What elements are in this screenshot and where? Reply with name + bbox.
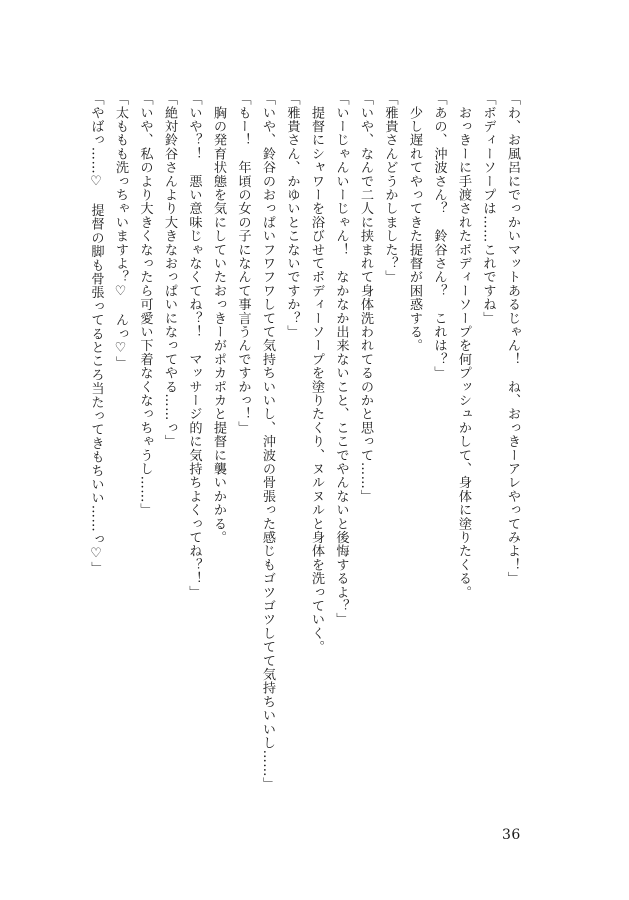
text-line: 「もー！ 年頃の女の子になんて事言うんですかっ！」: [235, 92, 251, 435]
text-line: 「やばっ……♡ 提督の脚も骨張ってるところ当たってきもちいい……っ♡」: [88, 92, 104, 576]
text-line: 「あの、沖波さん？ 鈴谷さん？ これは？」: [431, 92, 447, 380]
text-line: 「いや？！ 悪い意味じゃなくてね？！ マッサージ的に気持ちよくってね？！」: [186, 92, 202, 599]
text-line: 少し遅れてやってきた提督が困惑する。: [407, 92, 422, 353]
text-line: 「いーじゃんいーじゃん！ なかなか出来ないこと、ここでやんないと後悔するよ？」: [333, 92, 349, 627]
text-line: 「ボディーソープは……これですね」: [480, 92, 496, 325]
text-line: 「いや、私のより大きくなったら可愛い下着なくなっちゃうし……」: [137, 92, 153, 517]
page-number: 36: [502, 827, 521, 843]
text-line: 胸の発育状態を気にしていたおっきーがポカポカと提督に襲いかかる。: [211, 92, 226, 545]
text-line: 「いや、鈴谷のおっぱいフワフワしてて気持ちいいし、沖波の骨張った感じもゴツゴツしてて気持ちいいし……」: [260, 92, 275, 791]
text-line: 「太ももも洗っちゃいますよ？♡ んっ♡」: [113, 92, 128, 370]
vertical-text-body: [83, 92, 524, 791]
text-line: 提督にシャワーを浴びせてボディーソープを塗りたくり、ヌルヌルと身体を洗っていく。: [309, 92, 324, 654]
text-line: 「わ、お風呂にでっかいマットあるじゃん！ ね、おっきーアレやってみよ！」: [505, 92, 520, 586]
text-line: 「雅貴さん、かゆいとこないですか？」: [284, 92, 300, 339]
text-line: 「絶対鈴谷さんより大きなおっぱいになってやる……っ」: [162, 92, 177, 449]
text-line: おっきーに手渡されたボディーソープを何プッシュかして、身体に塗りたくる。: [456, 92, 471, 599]
text-line: 「いや、なんで二人に挟まれて身体洗われてるのかと思って……」: [358, 92, 373, 503]
text-line: 「雅貴さんどうかしました？」: [382, 92, 398, 284]
